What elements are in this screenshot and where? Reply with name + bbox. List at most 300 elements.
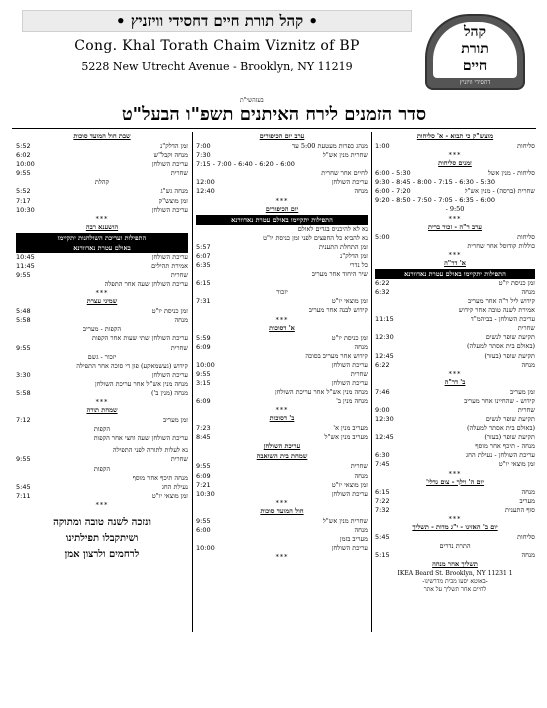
section-heading: הושענא רבה bbox=[85, 222, 119, 231]
schedule-row bbox=[16, 474, 188, 483]
schedule-label: נא להביא כל החפצים לפני זמן כניסת יו"ט bbox=[263, 233, 368, 242]
schedule-time: 9:55 bbox=[196, 516, 211, 525]
schedule-row bbox=[375, 342, 535, 351]
schedule-label: מנחה תיכף אחר מוסף bbox=[132, 473, 188, 482]
schedule-label: מעריב bbox=[519, 496, 535, 505]
schedule-time: 7:11 bbox=[16, 491, 31, 500]
schedule-label: מנחה (מנין ב') bbox=[150, 388, 188, 397]
section-heading: שבת חול המועד סוכות bbox=[73, 132, 131, 140]
schedule-time: 5:15 bbox=[375, 551, 390, 559]
schedule-label: שיר היחוד אחר מעריב bbox=[311, 270, 368, 279]
schedule-time: 10:00 bbox=[196, 360, 215, 369]
schedule-label: מעריב מנין א' bbox=[333, 424, 368, 433]
schedule-label: מנחה - תיכף אחר מוסף bbox=[475, 442, 535, 451]
schedule-time: 9:20 - 8:50 - 7:50 - 7:05 - 6:35 - 6:00 bbox=[375, 196, 495, 205]
separator: *** bbox=[95, 500, 109, 509]
schedule-label: עריכת השולחן bbox=[151, 252, 188, 261]
schedule-label: קידוש (געשמאקע) פון די סוכה אחר התפילה bbox=[76, 361, 188, 370]
schedule-row bbox=[16, 416, 188, 425]
schedule-label: תקיעת שופר (בעזר) bbox=[484, 433, 535, 442]
schedule-label: קידוש ליל ר"ה אחר מעריב bbox=[467, 296, 535, 305]
schedule-row bbox=[375, 142, 535, 151]
schedule-column-right bbox=[375, 132, 535, 594]
schedule-time: 6:30 bbox=[375, 451, 390, 460]
schedule-label: סליחות - מנין אשל bbox=[487, 169, 535, 178]
section-heading: שמחת תורה bbox=[86, 406, 118, 415]
schedule-row bbox=[196, 379, 368, 388]
schedule-label: מנחה bbox=[521, 360, 535, 369]
schedule-row bbox=[375, 352, 535, 361]
schedule-time: 9:55 bbox=[16, 169, 31, 178]
section-heading: זמנים סליחות bbox=[438, 159, 472, 168]
schedule-row bbox=[375, 406, 535, 415]
schedule-time: 9:55 bbox=[16, 455, 31, 464]
separator: *** bbox=[448, 369, 462, 378]
separator: *** bbox=[275, 315, 289, 324]
schedule-label: שחרית מנין אש"ל bbox=[322, 151, 368, 160]
schedule-label: עריכת השולחן bbox=[151, 205, 188, 214]
schedule-time: 9:55 bbox=[196, 462, 211, 471]
schedule-row bbox=[16, 483, 188, 492]
schedule-label: זמן מעריב bbox=[163, 416, 188, 425]
logo-subtext: דחסידי וויזניץ bbox=[459, 79, 491, 86]
schedule-label: מנחה bbox=[354, 525, 368, 534]
schedule-label: עריכת השולחן שעה וחצי אחר הקפות bbox=[93, 434, 188, 443]
schedule-label: (באולם בית אסתר למעלה) bbox=[467, 424, 535, 433]
schedule-row bbox=[196, 243, 368, 252]
section-heading: יום ה' וילך - צום גדלי' bbox=[426, 477, 484, 486]
schedule-row bbox=[375, 460, 535, 469]
schedule-row bbox=[375, 533, 535, 542]
schedule-time: 9:55 bbox=[196, 369, 211, 378]
column-divider bbox=[192, 132, 193, 632]
schedule-row bbox=[196, 490, 368, 499]
schedule-label: מנחה מנין אש"ל אחר עריכת השולחן bbox=[275, 388, 368, 397]
schedule-row bbox=[196, 544, 368, 553]
schedule-row bbox=[196, 535, 368, 544]
schedule-row bbox=[16, 271, 188, 280]
schedule-label: כל נדרי bbox=[349, 260, 368, 269]
schedule-label: מנחה bbox=[521, 487, 535, 496]
schedule-row bbox=[375, 397, 535, 406]
schedule-row bbox=[375, 242, 535, 251]
section-heading: ערב ר"ה - זכור ברית bbox=[428, 222, 482, 231]
schedule-row bbox=[375, 506, 535, 515]
schedule-row bbox=[16, 197, 188, 206]
schedule-row bbox=[375, 315, 535, 324]
schedule-label: זמן כניסת יו"ט bbox=[331, 333, 368, 342]
schedule-label: זמן מעריב bbox=[510, 387, 535, 396]
schedule-time: 10:00 bbox=[16, 160, 35, 169]
schedule-label: מנחה bbox=[354, 187, 368, 196]
schedule-time: 3:30 bbox=[16, 370, 31, 379]
footer-note: 1 IKEA Beard St. Brooklyn, NY 11231 bbox=[397, 570, 513, 578]
schedule-label: שחרית bbox=[170, 270, 188, 279]
schedule-label: קידוש לבנה אחר מעריב bbox=[308, 306, 368, 315]
schedule-time: 12:40 bbox=[196, 187, 215, 196]
schedule-label: זמן כניסת יו"ט bbox=[498, 278, 535, 287]
schedule-row bbox=[375, 361, 535, 370]
schedule-row bbox=[196, 160, 368, 169]
schedule-note: הקפות bbox=[93, 425, 111, 434]
schedule-row bbox=[196, 169, 368, 178]
section-heading: תשליך אחר מנחה bbox=[432, 560, 478, 569]
schedule-label: עריכת השולחן bbox=[151, 160, 188, 169]
schedule-time: 6:00 - 7:20 bbox=[375, 187, 411, 196]
separator: *** bbox=[448, 469, 462, 478]
schedule-row bbox=[196, 526, 368, 535]
congregation-name: Cong. Khal Torath Chaim Viznitz of BP bbox=[74, 38, 360, 54]
schedule-time: 9:30 - 8:45 - 8:00 - 7:15 - 6:30 - 5:30 bbox=[375, 178, 495, 187]
logo bbox=[425, 14, 525, 90]
schedule-row bbox=[375, 551, 535, 560]
schedule-time: 9:55 bbox=[16, 343, 31, 352]
schedule-row bbox=[375, 415, 535, 424]
section-heading: ערב יום הכיפורים bbox=[259, 132, 305, 140]
section-heading: יום הכיפורים bbox=[265, 204, 299, 213]
schedule-time: 6:09 bbox=[196, 471, 211, 480]
schedule-time: 7:12 bbox=[16, 416, 31, 425]
schedule-label: מנחה גש"ג bbox=[160, 187, 188, 196]
schedule-label: סליחות bbox=[517, 142, 535, 150]
schedule-label: עריכת השולחן - בביהמ"ד bbox=[470, 315, 535, 324]
schedule-note: התרת נדרים bbox=[439, 541, 471, 550]
schedule-label: זמן מוצאי יו"ט bbox=[498, 460, 535, 469]
schedule-time: 5:48 bbox=[16, 307, 31, 316]
separator: *** bbox=[448, 151, 462, 160]
schedule-row bbox=[16, 187, 188, 196]
schedule-row bbox=[196, 462, 368, 471]
schedule-row bbox=[196, 261, 368, 270]
schedule-label: מנחה bbox=[521, 287, 535, 296]
section-heading: ב' דסוכות bbox=[269, 414, 295, 423]
section-heading: עריכת השולחן bbox=[263, 442, 301, 451]
schedule-row bbox=[196, 234, 368, 243]
schedule-row bbox=[16, 169, 188, 178]
hebrew-title: • קהל תורת חיים דחסידי וויזניץ • bbox=[22, 10, 412, 32]
schedule-label: שחרית bbox=[170, 169, 188, 178]
schedule-row bbox=[196, 270, 368, 279]
schedule-row bbox=[196, 252, 368, 261]
schedule-label: עריכת השולחן bbox=[331, 178, 368, 187]
schedule-label: עריכת השולחן bbox=[331, 378, 368, 387]
schedule-label: כוללות קודוסל אחר שחרית bbox=[467, 241, 535, 250]
schedule-row bbox=[16, 389, 188, 398]
schedule-row bbox=[375, 178, 535, 187]
schedule-row bbox=[16, 307, 188, 316]
schedule-row bbox=[375, 488, 535, 497]
schedule-label: קידוש אחר מעריב בסוכה bbox=[305, 351, 368, 360]
schedule-label: נעילת החג bbox=[161, 482, 188, 491]
schedule-label: עריכת השולחן bbox=[331, 544, 368, 553]
schedule-label: עריכת השולחן bbox=[151, 370, 188, 379]
schedule-row bbox=[16, 434, 188, 443]
schedule-time: 6:00 - 5:30 bbox=[375, 169, 411, 178]
separator: *** bbox=[275, 406, 289, 415]
separator: *** bbox=[448, 514, 462, 523]
venue-notice: התפילות ועריכת השולחנות יתקיימו bbox=[16, 233, 188, 243]
schedule-time: 7:45 bbox=[375, 460, 390, 469]
schedule-label: מעריב בזמן bbox=[339, 535, 368, 543]
schedule-row bbox=[375, 169, 535, 178]
section-heading: יום ב' האזינו - י"ג מדות - תשליך bbox=[412, 522, 498, 531]
separator: *** bbox=[275, 553, 289, 562]
schedule-time: 8:45 bbox=[196, 433, 211, 442]
schedule-label: אמירת תהילים bbox=[151, 261, 188, 270]
schedule-time: 6:15 bbox=[196, 279, 211, 288]
schedule-column-left bbox=[16, 132, 188, 563]
schedule-row bbox=[196, 334, 368, 343]
separator: *** bbox=[448, 214, 462, 223]
schedule-row bbox=[196, 151, 368, 160]
schedule-row bbox=[196, 481, 368, 490]
section-heading: א' דר"ה bbox=[444, 258, 466, 267]
schedule-label: זמן מוצאי יו"ט bbox=[151, 491, 188, 500]
separator: *** bbox=[275, 498, 289, 507]
schedule-row bbox=[196, 424, 368, 433]
schedule-row bbox=[196, 279, 368, 288]
logo-text: קהל תורת חיים bbox=[433, 22, 517, 78]
schedule-label: מנחה bbox=[174, 316, 188, 325]
schedule-time: 7:17 bbox=[16, 196, 31, 205]
schedule-time: 6:22 bbox=[375, 360, 390, 369]
schedule-time: 6:32 bbox=[375, 287, 390, 296]
schedule-label: עריכת השולחן - נעילת החג bbox=[466, 451, 535, 460]
separator: *** bbox=[275, 196, 289, 205]
schedule-label: מנחה מנין אש"ל אחר עריכת השולחן bbox=[95, 379, 188, 388]
schedule-row bbox=[16, 344, 188, 353]
schedule-note: הקפות bbox=[93, 464, 111, 473]
schedule-row bbox=[196, 397, 368, 406]
schedule-note: יזכור - גשם bbox=[87, 352, 117, 361]
schedule-time: 12:00 bbox=[196, 178, 215, 187]
schedule-label: עריכת השולחן שעה אחר התפלה bbox=[104, 280, 188, 289]
schedule-time: 7:15 - 7:00 - 6:40 - 6:20 - 6:00 bbox=[196, 160, 295, 169]
schedule-label: מעריב מנין אש"ל bbox=[324, 433, 368, 442]
schedule-row bbox=[375, 297, 535, 306]
venue-notice: התפילות יתקיימו באולם עטרת נאדוורנא bbox=[196, 215, 368, 225]
schedule-row bbox=[196, 297, 368, 306]
schedule-label: סליחות bbox=[517, 532, 535, 541]
schedule-label: שחרית bbox=[170, 343, 188, 352]
schedule-row bbox=[196, 352, 368, 361]
schedule-time: 5:58 bbox=[16, 388, 31, 397]
section-heading: מוצש"ק כי תבוא - א' סליחות bbox=[416, 132, 494, 140]
separator: *** bbox=[95, 289, 109, 298]
section-heading: ב' דר"ה bbox=[444, 377, 466, 386]
venue-notice: התפילות יתקיימו באולם עטרת נאדוורנא bbox=[375, 269, 535, 279]
schedule-label: תקיעת שופר (בעזר) bbox=[484, 351, 535, 360]
schedule-row bbox=[16, 446, 188, 455]
schedule-row bbox=[196, 388, 368, 397]
congregation-address: 5228 New Utrecht Avenue - Brooklyn, NY 11219 bbox=[81, 60, 353, 73]
schedule-label: שחרית bbox=[517, 405, 535, 414]
schedule-row bbox=[16, 492, 188, 501]
schedule-time: 1:00 bbox=[375, 142, 390, 150]
schedule-row bbox=[16, 371, 188, 380]
schedule-time: 6:15 bbox=[375, 487, 390, 496]
schedule-row bbox=[16, 142, 188, 151]
schedule-time: 7:30 bbox=[196, 151, 211, 160]
schedule-row bbox=[196, 517, 368, 526]
schedule-row bbox=[196, 306, 368, 315]
schedule-row bbox=[16, 280, 188, 289]
schedule-time: 7:00 bbox=[196, 142, 211, 150]
schedule-time: 5:58 bbox=[16, 316, 31, 325]
section-heading: חול המועד סוכות bbox=[260, 506, 304, 515]
schedule-row bbox=[196, 370, 368, 379]
schedule-label: זמן מוצאי יו"ט bbox=[331, 297, 368, 306]
schedule-row bbox=[375, 288, 535, 297]
schedule-label: זמן הדלק"נ bbox=[340, 251, 368, 260]
schedule-row bbox=[196, 433, 368, 442]
schedule-row bbox=[196, 178, 368, 187]
schedule-row bbox=[375, 497, 535, 506]
schedule-time: 5:45 bbox=[16, 482, 31, 491]
schedule-label: זמן התחלת התענית bbox=[318, 242, 368, 251]
schedule-row bbox=[16, 262, 188, 271]
schedule-time: 12:30 bbox=[375, 414, 394, 423]
schedule-row bbox=[375, 196, 535, 205]
schedule-row bbox=[16, 206, 188, 215]
schedule-time: 6:09 bbox=[196, 397, 211, 406]
schedule-label: שחרית bbox=[517, 324, 535, 333]
title-divider bbox=[12, 128, 536, 129]
schedule-time: 5:59 bbox=[196, 333, 211, 342]
schedule-row bbox=[196, 361, 368, 370]
schedule-label: מנחה bbox=[521, 551, 535, 559]
header bbox=[0, 0, 547, 92]
schedule-row bbox=[375, 451, 535, 460]
schedule-time: 7:22 bbox=[375, 496, 390, 505]
schedule-row bbox=[375, 187, 535, 196]
schedule-label: תקיעת שופר לנשים bbox=[485, 414, 535, 423]
separator: *** bbox=[448, 250, 462, 259]
schedule-label: שחרית מנין אש"ל bbox=[322, 516, 368, 525]
schedule-label: אמירת לשנה טובה אחר קידוש bbox=[458, 306, 535, 315]
schedule-label: עריכת השולחן שתי שעות אחר הקפות bbox=[92, 334, 188, 343]
schedule-time: 9:55 bbox=[16, 270, 31, 279]
schedule-label: (באולם בית אסתר למעלה) bbox=[467, 342, 535, 351]
schedule-time: 5:52 bbox=[16, 187, 31, 196]
schedule-row bbox=[375, 442, 535, 451]
schedule-row bbox=[16, 455, 188, 464]
schedule-note: יזכור bbox=[276, 288, 288, 297]
column-divider bbox=[371, 132, 372, 632]
footer-note: -באוטא יסעו מבית מדרשינו- bbox=[422, 578, 488, 586]
schedule-time: 7:32 bbox=[375, 505, 390, 514]
schedule-row bbox=[16, 253, 188, 262]
section-heading: שמיני עצרת bbox=[86, 297, 118, 306]
schedule-label: מנחה מנין ב' bbox=[336, 397, 368, 406]
schedule-label: לחיים אחר שחרית bbox=[321, 169, 368, 178]
schedule-row bbox=[375, 333, 535, 342]
schedule-label: מנהג כפרות מעטעת 5:00 עד bbox=[291, 142, 368, 150]
schedule-row bbox=[16, 362, 188, 371]
schedule-time: 5:45 bbox=[375, 532, 390, 541]
schedule-row bbox=[16, 160, 188, 169]
venue-notice: באולם עטרת נאדוורנא bbox=[16, 243, 188, 253]
schedule-label: נא לא להיכניס בגדים לאולם bbox=[297, 224, 368, 233]
schedule-time: 11:45 bbox=[16, 261, 35, 270]
schedule-row bbox=[16, 380, 188, 389]
schedule-time: 5:00 bbox=[375, 232, 390, 241]
schedule-label: זמן כניסת יו"ט bbox=[151, 307, 188, 316]
schedule-time: 10:45 bbox=[16, 252, 35, 261]
schedule-time: 6:00 bbox=[196, 525, 211, 534]
schedule-time: 10:00 bbox=[196, 544, 215, 553]
schedule-row bbox=[16, 334, 188, 343]
schedule-row bbox=[196, 472, 368, 481]
schedule-time: 6:09 bbox=[196, 342, 211, 351]
schedule-time: 5:52 bbox=[16, 142, 31, 150]
schedule-label: שחרית (ברסה) - מנין אש"ל bbox=[464, 187, 535, 196]
schedule-row bbox=[16, 151, 188, 160]
schedule-time: 5:57 bbox=[196, 242, 211, 251]
schedule-label: זמן מוצש"ק bbox=[158, 196, 188, 205]
schedule-row bbox=[196, 142, 368, 151]
section-heading: שמחת בית השואבה bbox=[256, 452, 308, 461]
schedule-time: 12:45 bbox=[375, 351, 394, 360]
schedule-label: שחרית bbox=[350, 369, 368, 378]
schedule-time: 10:30 bbox=[16, 205, 35, 214]
schedule-label: מנחה bbox=[354, 342, 368, 351]
schedule-row bbox=[196, 225, 368, 234]
schedule-note: 9:50 - bbox=[445, 205, 465, 214]
schedule-row bbox=[375, 433, 535, 442]
schedule-time: 6:07 bbox=[196, 251, 211, 260]
schedule-time: 7:21 bbox=[196, 480, 211, 489]
section-heading: א' דסוכות bbox=[269, 323, 295, 332]
schedule-time: 12:30 bbox=[375, 333, 394, 342]
schedule-note: הקפות - מעריב bbox=[82, 325, 122, 334]
schedule-row bbox=[196, 187, 368, 196]
schedule-items bbox=[16, 132, 188, 509]
schedule-label: סוף התענית bbox=[505, 505, 535, 514]
bsd-mark: בעזהשי"ת bbox=[240, 97, 264, 104]
schedule-row bbox=[375, 424, 535, 433]
schedule-time: 6:22 bbox=[375, 278, 390, 287]
schedule-label: נא לעלות לתורה לפני התפילה bbox=[112, 446, 188, 455]
schedule-label: סליחות bbox=[517, 232, 535, 241]
schedule-time: 9:00 bbox=[375, 405, 390, 414]
schedule-row bbox=[16, 316, 188, 325]
schedule-label: תקיעת שופר לנשים bbox=[485, 333, 535, 342]
schedule-time: 7:46 bbox=[375, 387, 390, 396]
schedule-label: זמן הדלק"נ bbox=[160, 142, 188, 150]
schedule-time: 10:30 bbox=[196, 489, 215, 498]
schedule-row bbox=[375, 233, 535, 242]
schedule-label: עריכת השולחן bbox=[331, 360, 368, 369]
schedule-column-middle bbox=[196, 132, 368, 561]
separator: *** bbox=[95, 214, 109, 223]
schedule-label: קידוש - שהחיינו אחר מעריב bbox=[464, 396, 535, 405]
schedule-row bbox=[196, 343, 368, 352]
schedule-label: זמן מוצאי יו"ט bbox=[331, 480, 368, 489]
schedule-row bbox=[375, 324, 535, 333]
schedule-row bbox=[375, 306, 535, 315]
closing-blessing: ונזכה לשנה טובה ומתוקה ושיתקבלו תפילתינו לרחמים ולרצון אמן bbox=[53, 516, 151, 560]
separator: *** bbox=[95, 398, 109, 407]
schedule-time: 3:15 bbox=[196, 378, 211, 387]
schedule-time: 11:15 bbox=[375, 315, 394, 324]
schedule-label: שחרית bbox=[350, 462, 368, 471]
schedule-time: 12:45 bbox=[375, 433, 394, 442]
schedule-label: מנחה bbox=[354, 471, 368, 480]
schedule-note: קהלת bbox=[94, 178, 110, 187]
schedule-time: 6:35 bbox=[196, 260, 211, 269]
footer-note: לחיים אחר תשליך על אתר bbox=[423, 586, 487, 594]
